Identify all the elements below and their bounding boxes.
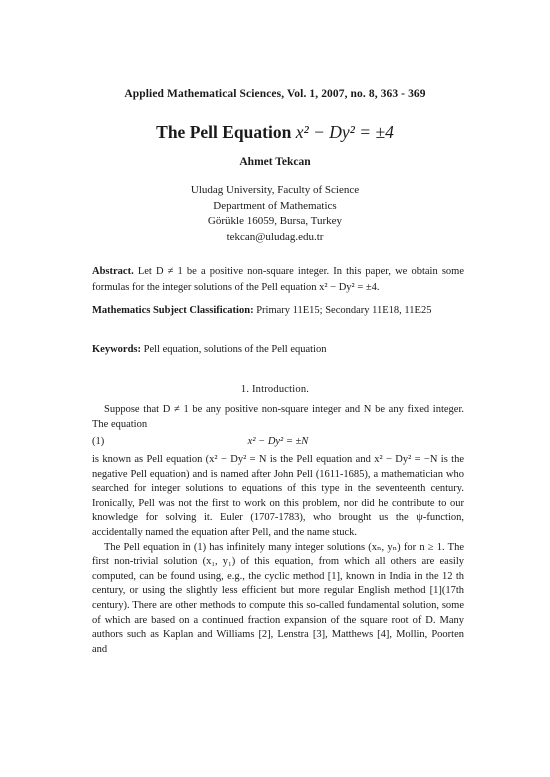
affiliation-line: Görükle 16059, Bursa, Turkey <box>207 215 343 227</box>
affiliation-line: Department of Mathematics <box>213 199 337 212</box>
affiliation <box>0 183 550 245</box>
intro-body <box>92 453 464 657</box>
paragraph: is known as Pell equation (x² − Dy² = N is the Pell equation and x² − Dy² = −N is the negative Pell equation) and is named after John Pell (1611-1685), a mathematician who searched for integer solutions to equations of this type in the seventeenth century. Ironically, Pell was not the first to work on this problem, nor did he contribute to our knowledge for solving it. Euler (1707-1783), who brought us the ψ-function, accidentally named the equation after Pell, and the name stuck. <box>92 454 464 538</box>
affiliation-line: Uludag University, Faculty of Science <box>190 184 360 196</box>
title-equation: x² − Dy² = ±4 <box>295 122 394 142</box>
paper-title <box>0 122 550 143</box>
equation-1 <box>92 436 464 451</box>
intro-paragraph <box>92 403 464 432</box>
equation-number: (1) <box>92 436 105 447</box>
abstract <box>92 264 464 295</box>
subject-classification <box>92 303 464 319</box>
author-name: Ahmet Tekcan <box>239 156 311 168</box>
msc-text: Primary 11E15; Secondary 11E18, 11E25 <box>253 305 432 316</box>
abstract-text: Let D ≠ 1 be a positive non-square integer. In this paper, we obtain some formulas for the integer solutions of the Pell equation x² − Dy² = ±4. <box>92 266 464 293</box>
msc-label: Mathematics Subject Classification: <box>92 305 254 316</box>
keywords-label: Keywords: <box>92 344 141 355</box>
paragraph: The Pell equation in (1) has infinitely many integer solutions (xₙ, yₙ) for n ≥ 1. The first non-trivial solution (x₁, y₁) of this equation, from which all others are easily computed, can be found using, e.g., the cyclic method [1], known in India in the 12 th century, or using the slightly less efficient but more regular English method [1](17th century). There are other methods to compute this so-called fundamental solution, some of which are based on a continued fraction expansion of the square root of D. Many authors such as Kaplan and Williams [2], Lenstra [3], Matthews [4], Mollin, Poorten and <box>92 541 464 655</box>
equation-text: x² − Dy² = ±N <box>247 436 309 447</box>
keywords-text: Pell equation, solutions of the Pell equation <box>141 344 327 355</box>
keywords <box>92 342 464 358</box>
title-text: The Pell Equation <box>156 122 296 142</box>
author-email: tekcan@uludag.edu.tr <box>226 230 324 243</box>
section-heading: 1. Introduction. <box>240 384 310 395</box>
abstract-label: Abstract. <box>92 266 134 277</box>
paragraph: Suppose that D ≠ 1 be any positive non-square integer and N be any fixed integer. The equation <box>92 404 464 430</box>
journal-header: Applied Mathematical Sciences, Vol. 1, 2007, no. 8, 363 - 369 <box>124 88 426 100</box>
